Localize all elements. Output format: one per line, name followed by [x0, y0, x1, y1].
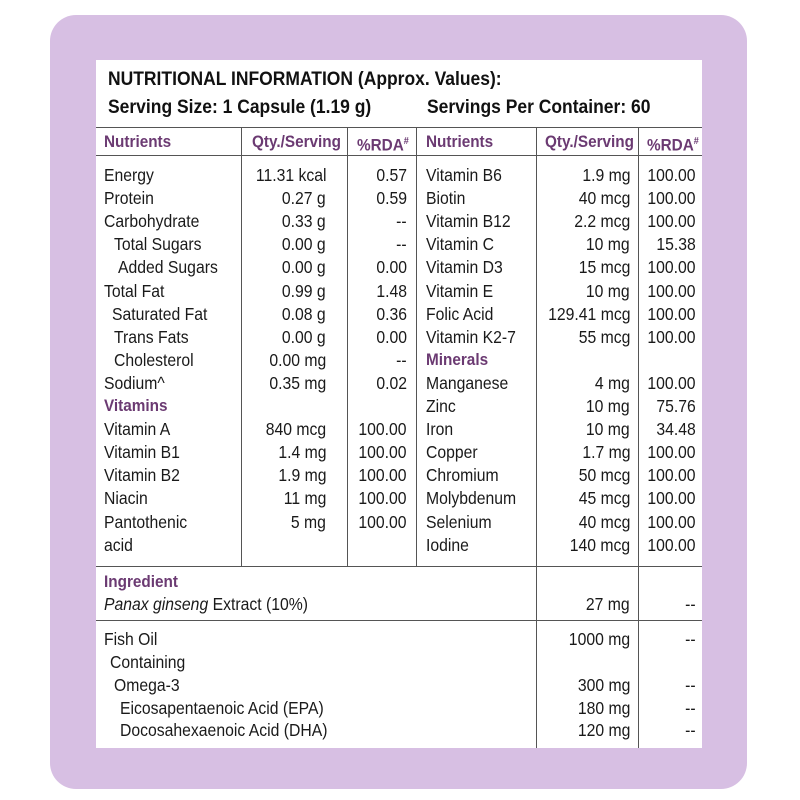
nutrient-qty: 0.08 g [282, 303, 326, 324]
header-nutrients-left: Nutrients [104, 132, 172, 151]
nutrient-name: Vitamin C [426, 234, 494, 255]
nutrient-name: Molybdenum [426, 488, 517, 509]
nutrient-name: Iron [426, 419, 454, 440]
nutrient-qty: 45 mcg [578, 488, 630, 509]
col-divider [536, 127, 537, 748]
nutrient-name: Total Sugars [114, 234, 202, 255]
nutrient-rda: -- [396, 234, 407, 255]
nutrient-qty: 10 mg [586, 234, 630, 255]
nutrient-rda: 100.00 [358, 419, 407, 440]
nutrient-rda: 100.00 [647, 465, 696, 486]
nutrient-qty: 0.33 g [282, 211, 326, 232]
nutrient-qty: 40 mcg [578, 511, 630, 532]
nutrient-qty: 1.7 mg [581, 442, 630, 463]
section-heading-vitamins: Vitamins [104, 396, 168, 415]
servings-per-container: Servings Per Container: 60 [427, 97, 651, 118]
ingredient-rda: -- [685, 594, 696, 614]
header-rda-left: %RDA# [357, 135, 409, 155]
nutrient-rda: 100.00 [358, 511, 407, 532]
nutrient-rda: 0.02 [376, 372, 407, 393]
fish-oil-item-qty: 1000 mg [568, 629, 630, 649]
nutrient-qty: 1.4 mg [277, 442, 326, 463]
nutrient-name: Zinc [426, 396, 456, 416]
nutrient-rda: 100.00 [647, 326, 696, 347]
nutrient-rda: 0.59 [376, 188, 407, 209]
nutrient-name: Trans Fats [114, 326, 189, 347]
nutrient-qty: 0.27 g [282, 188, 326, 209]
section-heading-minerals: Minerals [426, 349, 489, 369]
nutrient-rda: 100.00 [647, 188, 696, 209]
nutrient-rda: 1.48 [376, 280, 407, 301]
nutrient-name: Protein [104, 188, 154, 209]
nutrient-rda: 100.00 [358, 442, 407, 463]
nutrient-rda: 100.00 [647, 534, 696, 555]
nutrient-rda: 0.36 [376, 303, 407, 324]
nutrient-rda: 15.38 [656, 234, 696, 255]
nutrient-qty: 1.9 mg [277, 465, 326, 486]
nutrient-rda: 100.00 [358, 488, 407, 509]
header-qty-right: Qty./Serving [545, 132, 635, 151]
nutrient-name: Biotin [426, 188, 466, 209]
nutrient-rda: 0.00 [376, 257, 407, 278]
col-divider [638, 127, 639, 748]
nutrient-name: Saturated Fat [112, 303, 208, 324]
nutrient-rda: -- [396, 211, 407, 232]
nutrient-name: Vitamin B2 [104, 465, 180, 486]
nutrient-name: Vitamin A [104, 419, 171, 440]
col-divider [416, 127, 417, 566]
nutrient-name: Energy [104, 165, 154, 185]
nutrient-qty: 10 mg [586, 396, 630, 416]
nutrient-qty: 129.41 mcg [547, 303, 630, 324]
nutrient-qty: 840 mcg [265, 419, 326, 440]
nutrient-qty: 0.35 mg [269, 372, 326, 393]
header-rda-right: %RDA# [647, 135, 699, 155]
nutrient-qty: 50 mcg [578, 465, 630, 486]
nutrient-qty: 0.00 g [282, 234, 326, 255]
nutrient-name: Chromium [426, 465, 499, 486]
nutrient-name: Vitamin B1 [104, 442, 180, 463]
nutrient-qty: 1.9 mg [581, 165, 630, 185]
nutrient-rda: 100.00 [647, 280, 696, 301]
nutrient-rda: 100.00 [647, 211, 696, 232]
nutrient-name: Carbohydrate [104, 211, 200, 232]
nutrient-name: Vitamin B6 [426, 165, 502, 185]
header-nutrients-right: Nutrients [426, 132, 494, 151]
nutrient-rda: 0.57 [376, 165, 407, 185]
nutrient-rda: 75.76 [656, 396, 696, 416]
nutrient-rda: 0.00 [376, 326, 407, 347]
nutrient-rda: 100.00 [647, 488, 696, 509]
nutrient-name: Selenium [426, 511, 492, 532]
panel-title: NUTRITIONAL INFORMATION (Approx. Values): [108, 69, 502, 90]
nutrient-qty: 0.99 g [282, 280, 326, 301]
nutrient-rda: -- [396, 349, 407, 370]
fish-oil-item-name: Containing [110, 652, 186, 672]
col-divider [347, 127, 348, 566]
nutrient-rda: 100.00 [647, 303, 696, 324]
nutrient-rda: 100.00 [647, 442, 696, 463]
nutrient-name: Folic Acid [426, 303, 494, 324]
nutrient-qty: 5 mg [290, 511, 326, 532]
nutrient-name: Copper [426, 442, 478, 463]
ingredient-label: Ingredient [104, 572, 178, 591]
fish-oil-item-rda: -- [685, 720, 696, 740]
nutrient-rda: 100.00 [647, 372, 696, 393]
nutrient-name: Vitamin E [426, 280, 494, 301]
nutrient-name: Added Sugars [118, 257, 218, 278]
fish-oil-item-qty: 300 mg [577, 675, 630, 695]
ingredient-top-rule [96, 566, 702, 567]
fish-oil-item-rda: -- [685, 698, 696, 718]
nutrient-rda: 34.48 [656, 419, 696, 440]
nutrient-qty: 10 mg [586, 280, 630, 301]
header-qty-left: Qty./Serving [252, 132, 342, 151]
nutrient-name: Vitamin D3 [426, 257, 503, 278]
nutrient-qty: 11 mg [283, 488, 326, 509]
fishoil-top-rule [96, 620, 702, 621]
nutrient-rda: 100.00 [647, 511, 696, 532]
nutrient-name: Manganese [426, 372, 509, 393]
fish-oil-item-name: Fish Oil [104, 629, 158, 649]
nutrient-rda: 100.00 [647, 257, 696, 278]
nutrient-qty: 40 mcg [578, 188, 630, 209]
nutrient-qty: 0.00 mg [269, 349, 326, 370]
nutrient-rda: 100.00 [647, 165, 696, 185]
nutrient-qty: 10 mg [586, 419, 630, 440]
serving-size: Serving Size: 1 Capsule (1.19 g) [108, 97, 372, 118]
header-top-rule [96, 127, 702, 128]
nutrient-name: Niacin [104, 488, 148, 509]
nutrient-qty: 0.00 g [282, 326, 326, 347]
fish-oil-item-name: Docosahexaenoic Acid (DHA) [120, 720, 328, 740]
fish-oil-item-qty: 120 mg [577, 720, 630, 740]
nutrient-name: Pantothenic [104, 511, 188, 532]
nutrient-name: Total Fat [104, 280, 165, 301]
nutrient-qty: 0.00 g [282, 257, 326, 278]
nutrient-qty: 11.31 kcal [255, 165, 326, 185]
nutrient-name: acid [104, 534, 133, 555]
fish-oil-item-qty: 180 mg [577, 698, 630, 718]
nutrient-rda: 100.00 [358, 465, 407, 486]
nutrient-qty: 140 mcg [569, 534, 630, 555]
col-divider [241, 127, 242, 566]
ingredient-qty: 27 mg [586, 594, 630, 614]
nutrient-qty: 2.2 mcg [573, 211, 630, 232]
nutrient-name: Iodine [426, 534, 469, 555]
fish-oil-item-rda: -- [685, 675, 696, 695]
nutrient-name: Cholesterol [114, 349, 194, 370]
fish-oil-item-rda: -- [685, 629, 696, 649]
fish-oil-item-name: Omega-3 [114, 675, 180, 695]
nutrient-qty: 15 mcg [578, 257, 630, 278]
nutrient-name: Vitamin B12 [426, 211, 511, 232]
nutrient-name: Vitamin K2-7 [426, 326, 516, 347]
nutrient-qty: 55 mcg [578, 326, 630, 347]
nutrient-qty: 4 mg [594, 372, 630, 393]
fish-oil-item-name: Eicosapentaenoic Acid (EPA) [120, 698, 324, 718]
ingredient-name: Panax ginseng Extract (10%) [104, 594, 309, 614]
nutrient-name: Sodium^ [104, 372, 165, 393]
